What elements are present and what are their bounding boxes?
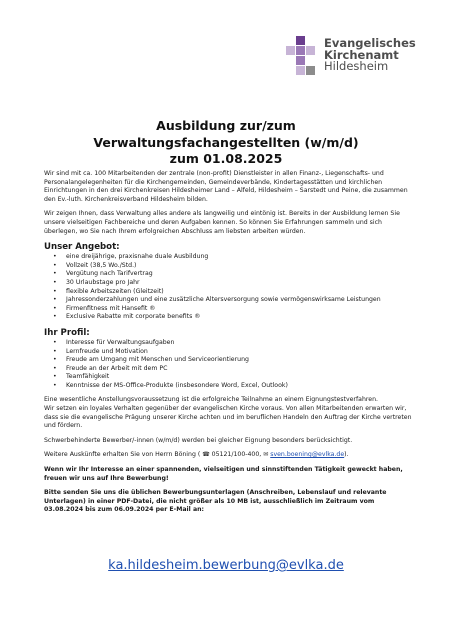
offer-item: • Firmenfitness mit Hansefit ® — [66, 305, 414, 314]
logo-line-3: Hildesheim — [324, 59, 389, 73]
offer-item: • Jahressonderzahlungen und eine zusätzliche Altersversorgung sowie vermögenswirksame Leistungen — [66, 296, 414, 305]
logo-mark-icon — [286, 36, 320, 76]
application-email-link[interactable]: ka.hildesheim.bewerbung@evlka.de — [108, 558, 344, 573]
interest-paragraph: Wenn wir Ihr Interesse an einer spannenden, vielseitigen und sinnstiftenden Tätigkeit geweckt haben, freuen wir uns auf Ihre Bewerbung! — [44, 466, 403, 482]
organization-logo — [286, 36, 436, 76]
logo-text — [324, 38, 416, 73]
offer-list — [44, 253, 414, 322]
offer-item: • 30 Urlaubstage pro Jahr — [66, 279, 414, 288]
profile-item: • Kenntnisse der MS-Office-Produkte (insbesondere Word, Excel, Outlook) — [66, 382, 414, 391]
contact-suffix: ). — [344, 451, 349, 459]
profile-item: • Lernfreude und Motivation — [66, 348, 414, 357]
offer-item: • Vergütung nach Tarifvertrag — [66, 270, 414, 279]
contact-prefix: Weitere Auskünfte erhalten Sie von Herrn Böning ( — [44, 451, 201, 459]
posting-body — [44, 170, 414, 521]
phone-icon: ☎ — [202, 451, 210, 459]
contact-email-link[interactable]: sven.boening@evlka.de — [270, 451, 345, 459]
profile-item: • Freude am Umgang mit Menschen und Serviceorientierung — [66, 356, 414, 365]
offer-heading: Unser Angebot: — [44, 242, 120, 253]
title-line-1: Ausbildung zur/zum — [156, 118, 296, 133]
profile-item: • Interesse für Verwaltungsaufgaben — [66, 339, 414, 348]
loyalty-paragraph: Wir setzen ein loyales Verhalten gegenüber der evangelischen Kirche voraus. Von allen Mitarbeitenden erwarten wir, dass sie die evangelische Prägung unserer Kirche achten und im beruflichen Handeln den Auftrag der Kirche vertreten und fördern. — [44, 405, 412, 430]
offer-item: • Exclusive Rabatte mit corporate benefits ® — [66, 313, 414, 322]
profile-item: • Teamfähigkeit — [66, 373, 414, 382]
profile-item: • Freude an der Arbeit mit dem PC — [66, 365, 414, 374]
logo-line-2: Kirchenamt — [324, 47, 399, 62]
job-title — [0, 118, 452, 168]
title-line-3: zum 01.08.2025 — [169, 151, 283, 166]
intro-paragraph-1: Wir sind mit ca. 100 Mitarbeitenden der zentrale (non-profit) Dienstleister in allen Finanz-, Liegenschafts- und Personalangelegenheiten für die Kirchengemeinden, Gemeindeverbände, Kindertagesstätten und kirchlichen Einrichtungen in den drei Kirchenkreisen Hildesheimer Land – Alfeld, Hildesheim – Sarstedt und Peine, die zusammen den Ev.-luth. Kirchenkreisverband Hildesheim bilden. — [44, 170, 408, 203]
application-instructions: Bitte senden Sie uns die üblichen Bewerbungsunterlagen (Anschreiben, Lebenslauf und relevante Unterlagen) in einer PDF-Datei, die nicht größer als 10 MB ist, ausschließlich im Zeitraum vom 03.08.2024 bis zum 06.09.2024 per E-Mail an: — [44, 489, 387, 514]
disability-paragraph: Schwerbehinderte Bewerber/-innen (w/m/d) werden bei gleicher Eignung besonders berücksichtigt. — [44, 436, 353, 444]
requirement-paragraph: Eine wesentliche Anstellungsvoraussetzung ist die erfolgreiche Teilnahme an einem Eignungstestverfahren. — [44, 396, 378, 404]
offer-item: • Vollzeit (38,5 Wo./Std.) — [66, 262, 414, 271]
offer-item: • flexible Arbeitszeiten (Gleitzeit) — [66, 288, 414, 297]
logo-line-1: Evangelisches — [324, 36, 416, 50]
contact-paragraph — [44, 451, 414, 460]
contact-phone[interactable]: 05121/100-400, — [211, 451, 262, 459]
profile-list — [44, 339, 414, 391]
title-line-2: Verwaltungsfachangestellten (w/m/d) — [93, 134, 359, 150]
intro-paragraph-2: Wir zeigen Ihnen, dass Verwaltung alles andere als langweilig und eintönig ist. Bereits in der Ausbildung lernen Sie unsere vielseitigen Fachbereiche und deren Aufgaben kennen. So können Sie Erfahrungen sammeln und sich überlegen, wo Sie nach Ihrem erfolgreichen Abschluss am liebsten arbeiten würden. — [44, 210, 400, 235]
offer-item: • eine dreijährige, praxisnahe duale Ausbildung — [66, 253, 414, 262]
profile-heading: Ihr Profil: — [44, 327, 90, 338]
mail-icon: ✉ — [263, 451, 269, 459]
